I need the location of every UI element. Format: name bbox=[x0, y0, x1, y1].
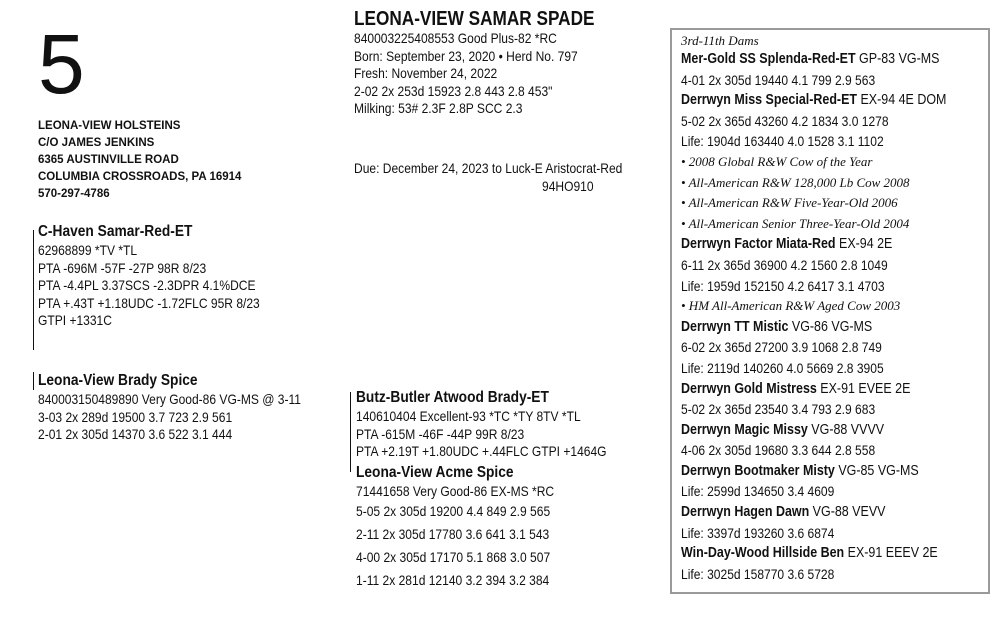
sire-line: 62968899 *TV *TL bbox=[38, 242, 138, 258]
dam-entry-record-text: Life: 3025d 158770 3.6 5728 bbox=[681, 565, 835, 582]
grandsire-line: PTA +2.19T +1.80UDC +.44FLC GTPI +1464G bbox=[356, 443, 607, 459]
dam-entry-heading-text bbox=[681, 49, 939, 70]
dam-entry-record-text: 4-01 2x 305d 19440 4.1 799 2.9 563 bbox=[681, 71, 876, 88]
extended-pedigree bbox=[681, 33, 990, 584]
dam-entry-classification: VG-88 VVVV bbox=[811, 421, 885, 438]
dam-line: 3-03 2x 289d 19500 3.7 723 2.9 561 bbox=[38, 408, 233, 425]
dam-block bbox=[38, 371, 344, 444]
dam-entry-name: Derrwyn TT Mistic bbox=[681, 318, 789, 335]
dam-entry-honor-text: • 2008 Global R&W Cow of the Year bbox=[681, 153, 873, 169]
dam-entry-record-text: Life: 3397d 193260 3.6 6874 bbox=[681, 524, 835, 541]
consignor-line: 570-297-4786 bbox=[38, 188, 110, 200]
consignor-line: 6365 AUSTINVILLE ROAD bbox=[38, 154, 179, 166]
grandsire-line: PTA -615M -46F -44P 99R 8/23 bbox=[356, 425, 525, 442]
dam-entry-record bbox=[681, 358, 990, 379]
due-line: Due: December 24, 2023 to Luck-E Aristocrat-Red bbox=[354, 160, 623, 176]
dam-entry-record-text: Life: 1904d 163440 4.0 1528 3.1 1102 bbox=[681, 133, 884, 150]
sire-bracket bbox=[33, 230, 34, 350]
dam-entry-record bbox=[681, 523, 990, 544]
dam-entry-classification: EX-91 EEEV 2E bbox=[847, 545, 938, 562]
consignor-line: COLUMBIA CROSSROADS, PA 16914 bbox=[38, 171, 242, 183]
dam-entry-heading-text bbox=[681, 543, 938, 564]
dam-entry-honor-text: • All-American R&W 128,000 Lb Cow 2008 bbox=[681, 174, 910, 190]
lot-number: 5 bbox=[38, 17, 85, 111]
grandsire-line: 140610404 Excellent-93 *TC *TY 8TV *TL bbox=[356, 408, 581, 424]
dam-entry-name: Mer-Gold SS Splenda-Red-ET bbox=[681, 51, 856, 67]
dam-entry-heading bbox=[681, 49, 990, 70]
dam-entry-name: Derrwyn Bootmaker Misty bbox=[681, 462, 835, 479]
dam-entry-record bbox=[681, 276, 990, 297]
dam-entry-classification: VG-86 VG-MS bbox=[791, 318, 873, 335]
dam-entry-name: Win-Day-Wood Hillside Ben bbox=[681, 545, 845, 562]
milking-line: Milking: 53# 2.3F 2.8P SCC 2.3 bbox=[354, 100, 523, 116]
granddam-line: 5-05 2x 305d 19200 4.4 849 2.9 565 bbox=[356, 503, 551, 519]
dam-entry-honor bbox=[681, 152, 990, 173]
born-line: Born: September 23, 2020 • Herd No. 797 bbox=[354, 47, 578, 64]
dam-line: 2-01 2x 305d 14370 3.6 522 3.1 444 bbox=[38, 426, 233, 442]
dam-entry-record bbox=[681, 111, 990, 132]
sire-line: PTA -4.4PL 3.37SCS -2.3DPR 4.1%DCE bbox=[38, 277, 256, 293]
fresh-line: Fresh: November 24, 2022 bbox=[354, 65, 498, 81]
dam-entry-record-text: 5-02 2x 365d 23540 3.4 793 2.9 683 bbox=[681, 401, 876, 418]
dam-entry-record bbox=[681, 564, 990, 585]
dam-entry-heading bbox=[681, 461, 990, 482]
dam-bracket bbox=[33, 372, 34, 390]
extended-header: 3rd-11th Dams bbox=[681, 33, 759, 48]
dam-entry-heading bbox=[681, 502, 990, 523]
dam-entry-classification: GP-83 VG-MS bbox=[859, 51, 940, 67]
dam-entry-heading-text bbox=[681, 461, 919, 482]
dam-entry-classification: VG-85 VG-MS bbox=[838, 462, 919, 479]
dam-entry-honor bbox=[681, 296, 990, 317]
granddam-line: 2-11 2x 305d 17780 3.6 641 3.1 543 bbox=[356, 526, 550, 542]
sire-line: GTPI +1331C bbox=[38, 312, 112, 328]
granddam-line: 71441658 Very Good-86 EX-MS *RC bbox=[356, 482, 555, 499]
dam-entry-record-text: Life: 1959d 152150 4.2 6417 3.1 4703 bbox=[681, 277, 885, 294]
due-block bbox=[354, 160, 666, 195]
animal-id-line: 840003225408553 Good Plus-82 *RC bbox=[354, 30, 557, 46]
sire-line: PTA -696M -57F -27P 98R 8/23 bbox=[38, 259, 207, 276]
sire-name: C-Haven Samar-Red-ET bbox=[38, 223, 193, 240]
dam-entry-honor bbox=[681, 214, 990, 235]
maternal-grandsire-block bbox=[356, 388, 647, 592]
granddam-line: 4-00 2x 305d 17170 5.1 868 3.0 507 bbox=[356, 549, 551, 565]
dam-entry-name: Derrwyn Magic Missy bbox=[681, 421, 808, 438]
dam-entry-record bbox=[681, 337, 990, 358]
dam-entry-heading-text bbox=[681, 234, 892, 255]
dam-entry-record-text: 4-06 2x 305d 19680 3.3 644 2.8 558 bbox=[681, 442, 876, 459]
grandsire-bracket bbox=[350, 392, 351, 472]
dam-entry-record bbox=[681, 440, 990, 461]
dam-entry-honor bbox=[681, 173, 990, 194]
dam-entry-heading bbox=[681, 420, 990, 441]
dam-entry-record-text: Life: 2119d 140260 4.0 5669 2.8 3905 bbox=[681, 359, 884, 376]
record-line: 2-02 2x 253d 15923 2.8 443 2.8 453" bbox=[354, 82, 553, 99]
dam-entry-classification: EX-91 EVEE 2E bbox=[820, 380, 911, 397]
dam-entry-name: Derrwyn Miss Special-Red-ET bbox=[681, 92, 858, 109]
dam-entry-record-text: 5-02 2x 365d 43260 4.2 1834 3.0 1278 bbox=[681, 112, 889, 129]
dam-entry-heading-text bbox=[681, 90, 946, 111]
dam-entry-heading bbox=[681, 234, 990, 255]
granddam-name: Leona-View Acme Spice bbox=[356, 463, 514, 481]
dam-entry-heading-text bbox=[681, 317, 872, 338]
granddam-line: 1-11 2x 281d 12140 3.2 394 3.2 384 bbox=[356, 572, 550, 588]
dam-entry-record-text: Life: 2599d 134650 3.4 4609 bbox=[681, 483, 835, 500]
dam-entry-honor bbox=[681, 193, 990, 214]
grandsire-name: Butz-Butler Atwood Brady-ET bbox=[356, 389, 549, 406]
dam-entry-classification: VG-88 VEVV bbox=[812, 504, 886, 521]
dam-entry-record bbox=[681, 399, 990, 420]
consignor-block bbox=[38, 118, 241, 203]
dam-entry-honor-text: • HM All-American R&W Aged Cow 2003 bbox=[681, 298, 901, 314]
consignor-line: LEONA-VIEW HOLSTEINS bbox=[38, 120, 181, 132]
dam-entry-heading bbox=[681, 90, 990, 111]
dam-entry-name: Derrwyn Gold Mistress bbox=[681, 380, 817, 397]
dam-entry-record bbox=[681, 255, 990, 276]
dam-entry-record-text: 6-02 2x 365d 27200 3.9 1068 2.8 749 bbox=[681, 339, 882, 356]
dam-entry-heading bbox=[681, 543, 990, 564]
extended-rows bbox=[681, 49, 990, 584]
dam-entry-record bbox=[681, 131, 990, 152]
dam-entry-heading-text bbox=[681, 502, 885, 523]
dam-entry-record bbox=[681, 70, 990, 91]
dam-entry-heading-text bbox=[681, 420, 884, 441]
dam-entry-heading bbox=[681, 317, 990, 338]
sire-line: PTA +.43T +1.18UDC -1.72FLC 95R 8/23 bbox=[38, 294, 260, 311]
dam-entry-classification: EX-94 2E bbox=[838, 236, 893, 253]
animal-name: LEONA-VIEW SAMAR SPADE bbox=[354, 8, 595, 30]
main-animal-block bbox=[354, 8, 634, 118]
dam-entry-name: Derrwyn Hagen Dawn bbox=[681, 504, 810, 521]
dam-entry-honor-text: • All-American Senior Three-Year-Old 2004 bbox=[681, 215, 910, 231]
dam-entry-record bbox=[681, 481, 990, 502]
sire-block bbox=[38, 222, 296, 330]
dam-entry-name: Derrwyn Factor Miata-Red bbox=[681, 236, 836, 253]
dam-name: Leona-View Brady Spice bbox=[38, 372, 198, 389]
dam-entry-heading bbox=[681, 379, 990, 400]
dam-entry-heading-text bbox=[681, 379, 910, 400]
dam-entry-honor-text: • All-American R&W Five-Year-Old 2006 bbox=[681, 195, 898, 211]
dam-line: 840003150489890 Very Good-86 VG-MS @ 3-11 bbox=[38, 391, 302, 407]
dam-entry-record-text: 6-11 2x 365d 36900 4.2 1560 2.8 1049 bbox=[681, 256, 888, 273]
service-sire-code: 94HO910 bbox=[542, 177, 594, 194]
dam-entry-classification: EX-94 4E DOM bbox=[860, 92, 947, 109]
consignor-line: C/O JAMES JENKINS bbox=[38, 137, 155, 149]
